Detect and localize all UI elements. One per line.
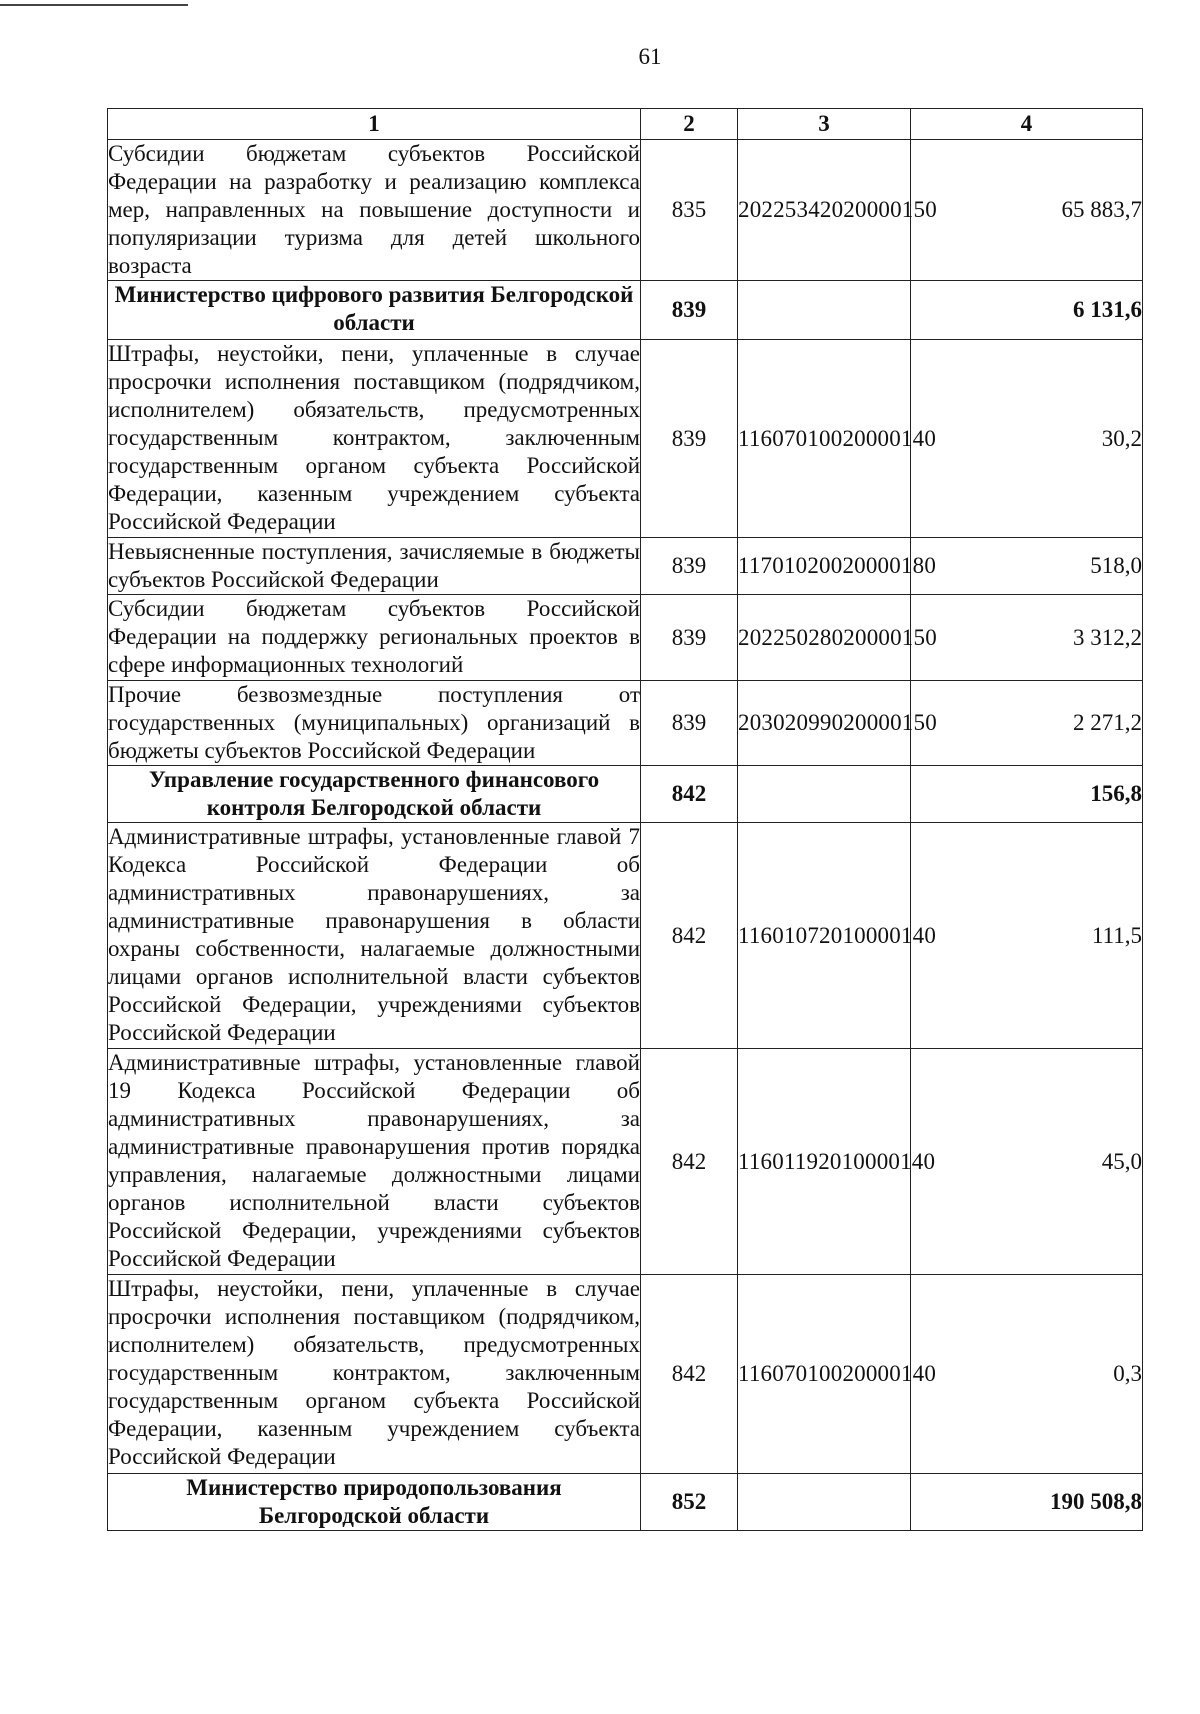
row-kbk — [738, 281, 911, 340]
row-amount: 111,5 — [911, 823, 1143, 1049]
row-admin-code: 842 — [641, 766, 738, 823]
row-amount: 190 508,8 — [911, 1474, 1143, 1531]
row-kbk — [738, 766, 911, 823]
row-amount: 3 312,2 — [911, 595, 1143, 681]
row-admin-code: 842 — [641, 1049, 738, 1275]
table-row-group-header — [108, 766, 1143, 823]
column-number: 1 — [108, 109, 641, 140]
revenue-table — [107, 108, 1143, 1531]
row-admin-code: 839 — [641, 538, 738, 595]
row-admin-code: 839 — [641, 340, 738, 538]
row-description: Прочие безвозмездные поступления от государственных (муниципальных) организаций в бюджеты субъектов Российской Федерации — [108, 681, 641, 766]
table-row — [108, 340, 1143, 538]
top-rule — [0, 4, 188, 6]
row-admin-code: 839 — [641, 595, 738, 681]
row-kbk: 11607010020000140 — [738, 340, 911, 538]
table-row — [108, 681, 1143, 766]
row-description: Управление государственного финансового контроля Белгородской области — [108, 766, 641, 823]
row-amount: 30,2 — [911, 340, 1143, 538]
page-number: 61 — [638, 44, 662, 69]
row-amount: 45,0 — [911, 1049, 1143, 1275]
row-description: Штрафы, неустойки, пени, уплаченные в случае просрочки исполнения поставщиком (подрядчиком, исполнителем) обязательств, предусмотренных государственным контрактом, заключенным государственным органом субъекта Российской Федерации, казенным учреждением субъекта Российской Федерации — [108, 340, 641, 538]
table-row — [108, 140, 1143, 281]
row-kbk — [738, 1474, 911, 1531]
row-admin-code: 839 — [641, 281, 738, 340]
row-kbk: 11601072010000140 — [738, 823, 911, 1049]
row-kbk: 11701020020000180 — [738, 538, 911, 595]
table-row — [108, 538, 1143, 595]
column-number: 3 — [738, 109, 911, 140]
row-kbk: 11601192010000140 — [738, 1049, 911, 1275]
row-admin-code: 835 — [641, 140, 738, 281]
row-admin-code: 842 — [641, 1275, 738, 1474]
row-amount: 6 131,6 — [911, 281, 1143, 340]
row-amount: 0,3 — [911, 1275, 1143, 1474]
row-description: Субсидии бюджетам субъектов Российской Федерации на разработку и реализацию комплекса мер, направленных на повышение доступности и популяризации туризма для детей школьного возраста — [108, 140, 641, 281]
row-admin-code: 839 — [641, 681, 738, 766]
table-row — [108, 1275, 1143, 1474]
row-kbk: 20225342020000150 — [738, 140, 911, 281]
row-kbk: 11607010020000140 — [738, 1275, 911, 1474]
table-row — [108, 1049, 1143, 1275]
table-row-group-header — [108, 1474, 1143, 1531]
column-number-row — [108, 109, 1143, 140]
table-row — [108, 823, 1143, 1049]
row-kbk: 20302099020000150 — [738, 681, 911, 766]
row-description: Министерство природопользования Белгородской области — [108, 1474, 641, 1531]
row-description: Административные штрафы, установленные главой 19 Кодекса Российской Федерации об административных правонарушениях, за административные правонарушения против порядка управления, налагаемые должностными лицами органов исполнительной власти субъектов Российской Федерации, учреждениями субъектов Российской Федерации — [108, 1049, 641, 1275]
row-description: Министерство цифрового развития Белгородской области — [108, 281, 641, 340]
row-description: Субсидии бюджетам субъектов Российской Федерации на поддержку региональных проектов в сфере информационных технологий — [108, 595, 641, 681]
row-amount: 65 883,7 — [911, 140, 1143, 281]
table-row-group-header — [108, 281, 1143, 340]
row-admin-code: 842 — [641, 823, 738, 1049]
row-description: Невыясненные поступления, зачисляемые в бюджеты субъектов Российской Федерации — [108, 538, 641, 595]
table-row — [108, 595, 1143, 681]
row-amount: 518,0 — [911, 538, 1143, 595]
column-number: 4 — [911, 109, 1143, 140]
column-number: 2 — [641, 109, 738, 140]
row-description: Штрафы, неустойки, пени, уплаченные в случае просрочки исполнения поставщиком (подрядчиком, исполнителем) обязательств, предусмотренных государственным контрактом, заключенным государственным органом субъекта Российской Федерации, казенным учреждением субъекта Российской Федерации — [108, 1275, 641, 1474]
row-amount: 156,8 — [911, 766, 1143, 823]
row-admin-code: 852 — [641, 1474, 738, 1531]
row-kbk: 20225028020000150 — [738, 595, 911, 681]
row-amount: 2 271,2 — [911, 681, 1143, 766]
row-description: Административные штрафы, установленные главой 7 Кодекса Российской Федерации об административных правонарушениях, за административные правонарушения в области охраны собственности, налагаемые должностными лицами органов исполнительной власти субъектов Российской Федерации, учреждениями субъектов Российской Федерации — [108, 823, 641, 1049]
